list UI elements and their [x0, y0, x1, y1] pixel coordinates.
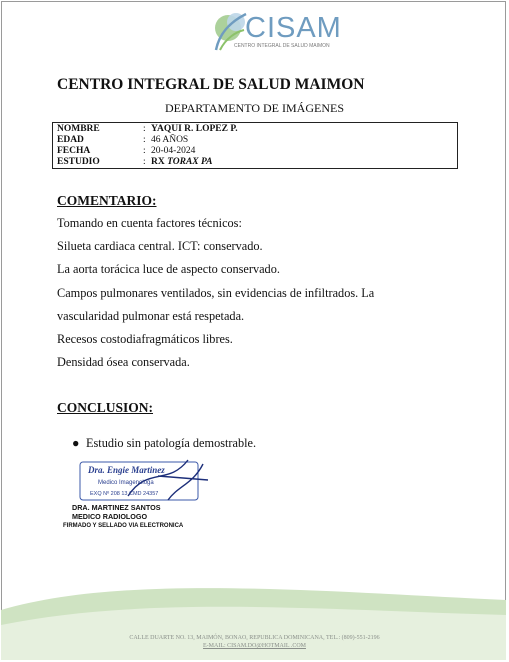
conclusion-heading: CONCLUSION: — [57, 400, 154, 415]
conclusion-bullet — [72, 436, 256, 451]
signature-title: MEDICO RADIOLOGO — [72, 512, 148, 521]
patient-separator: : — [143, 146, 146, 156]
department-title: DEPARTAMENTO DE IMÁGENES — [165, 101, 344, 115]
patient-date-value: 20-04-2024 — [151, 146, 196, 156]
logo-wordmark: CISAM — [245, 12, 342, 44]
patient-row-date — [57, 146, 195, 157]
patient-study-prefix: RX — [151, 157, 168, 167]
comment-line: Densidad ósea conservada. — [57, 355, 190, 369]
patient-separator: : — [143, 124, 146, 134]
comment-line: Campos pulmonares ventilados, sin evidencias de infiltrados. La — [57, 286, 375, 300]
stamp-name: Dra. Engie Martinez — [88, 465, 165, 475]
patient-name-value: YAQUI R. LOPEZ P. — [151, 124, 238, 134]
patient-row-age — [57, 135, 188, 146]
footer-address: CALLE DUARTE NO. 13, MAIMÓN, BONAO, REPUBLICA DOMINICANA, TEL.: (809)-551-2196 — [129, 635, 380, 641]
patient-age-value: 46 AÑOS — [151, 135, 189, 145]
logo-subtitle: CENTRO INTEGRAL DE SALUD MAIMON — [234, 43, 330, 49]
patient-label: NOMBRE — [57, 124, 100, 134]
patient-row-study — [57, 157, 212, 168]
stamp-title: Medico Imagenologa — [98, 480, 154, 486]
signature-note: FIRMADO Y SELLADO VIA ELECTRONICA — [63, 523, 184, 529]
page-border — [1, 1, 506, 659]
patient-info-box — [52, 122, 458, 169]
comment-line: Silueta cardiaca central. ICT: conservado. — [57, 239, 263, 253]
stamp-exq: EXQ Nº 208 13 CMD 24357 — [90, 491, 159, 497]
patient-label: EDAD — [57, 135, 84, 145]
signature-name: DRA. MARTINEZ SANTOS — [72, 503, 161, 512]
patient-label: ESTUDIO — [57, 157, 100, 167]
patient-separator: : — [143, 135, 146, 145]
comment-heading: COMENTARIO: — [57, 193, 157, 208]
comment-line: vascularidad pulmonar está respetada. — [57, 309, 245, 323]
patient-separator: : — [143, 157, 146, 167]
patient-row-name — [57, 124, 238, 135]
patient-label: FECHA — [57, 146, 91, 156]
conclusion-text: Estudio sin patología demostrable. — [86, 436, 257, 450]
organization-title: CENTRO INTEGRAL DE SALUD MAIMON — [57, 76, 365, 93]
comment-line: Recesos costodiafragmáticos libres. — [57, 332, 233, 346]
comment-line: Tomando en cuenta factores técnicos: — [57, 216, 242, 230]
patient-study-value: TORAX PA — [167, 157, 213, 167]
comment-line: La aorta torácica luce de aspecto conservado. — [57, 262, 280, 276]
footer-email: E-MAIL: CISAM.DO@HOTMAIL .COM — [203, 643, 306, 649]
bullet-dot-icon: ● — [72, 436, 80, 450]
